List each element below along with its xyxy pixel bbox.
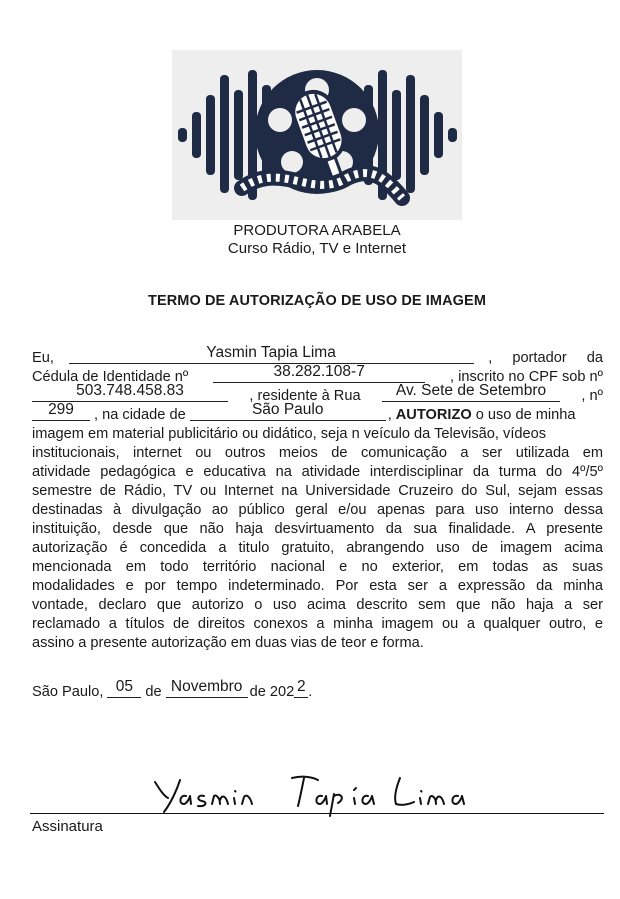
logo <box>172 50 462 220</box>
month-field[interactable] <box>166 678 248 698</box>
body-text: imagem em material publicitário ou didático, seja n veículo da Televisão, vídeos <box>32 426 547 442</box>
text-portador: , portador da <box>488 350 603 366</box>
year-field[interactable] <box>294 678 308 698</box>
text-autorizo: AUTORIZO <box>395 407 472 423</box>
body-line-3 <box>32 463 603 481</box>
text-cpf: , inscrito no CPF sob nº <box>450 369 603 385</box>
day-value: 05 <box>115 678 134 695</box>
date-de-1: de <box>145 684 162 700</box>
street-field[interactable] <box>382 382 560 402</box>
body-line-12 <box>32 634 603 652</box>
signature-line <box>30 813 604 814</box>
city-value: São Paulo <box>251 401 324 418</box>
org-subtitle: Curso Rádio, TV e Internet <box>227 240 407 257</box>
city-field[interactable] <box>190 401 386 421</box>
text-cidade: , na cidade de <box>94 407 186 423</box>
body-line-5 <box>32 501 603 519</box>
body-line-11 <box>32 615 603 633</box>
body-line-1 <box>32 425 603 443</box>
text-eu: Eu, <box>32 350 54 366</box>
body-line-10 <box>32 596 603 614</box>
body-text: instituição, desde que não haja desvirtuamento da sua finalidade. A presente <box>32 521 603 537</box>
body-line-8 <box>32 558 603 576</box>
date-line <box>32 678 603 701</box>
body-line-6 <box>32 520 603 538</box>
text-uso: o uso de minha <box>475 407 576 423</box>
body-text: autorização é concedida a titulo gratuito, abrangendo uso de imagem acima <box>32 540 603 556</box>
date-period: . <box>308 684 313 700</box>
body-text: reclamado a títulos de direitos conexos a minha imagem ou a qualquer outro, e <box>32 616 603 632</box>
month-value: Novembro <box>170 678 243 695</box>
name-field[interactable] <box>69 344 474 364</box>
text-cedula: Cédula de Identidade nº <box>32 369 189 385</box>
number-field[interactable] <box>32 401 90 421</box>
rg-value: 38.282.108-7 <box>273 363 365 380</box>
body-text: semestre de Rádio, TV ou Internet na Universidade Cruzeiro do Sul, sejam essas <box>32 483 603 499</box>
form-line-4: 299 , na cidade de São Paulo , AUTORIZO o uso de minha <box>32 406 603 424</box>
body-line-4 <box>32 482 603 500</box>
body-text: vontade, declaro que autorizo o uso acima descrito sem que não haja a ser <box>32 597 603 613</box>
day-field[interactable] <box>107 678 141 698</box>
body-line-7 <box>32 539 603 557</box>
body-text: mencionada em todo território nacional e no exterior, em todas as suas <box>32 559 603 575</box>
org-name: PRODUTORA ARABELA <box>233 222 401 239</box>
date-de-2: de 202 <box>249 684 295 700</box>
body-line-2 <box>32 444 603 462</box>
name-value: Yasmin Tapia Lima <box>206 344 336 361</box>
number-value: 299 <box>48 401 74 418</box>
text-residente: , residente à Rua <box>249 388 361 404</box>
body-line-9 <box>32 577 603 595</box>
rg-field[interactable] <box>213 363 425 383</box>
street-value: Av. Sete de Setembro <box>395 382 547 399</box>
date-city-label: São Paulo, <box>32 684 104 700</box>
cpf-value: 503.748.458.83 <box>76 382 184 399</box>
text-numero: , nº <box>581 388 603 404</box>
body-text: destinadas à divulgação ao público geral e/ou apenas para uso interno dessa <box>32 502 603 518</box>
year-value: 2 <box>296 678 306 695</box>
body-text: atividade pedagógica e educativa na atividade interdisciplinar da turma do 4º/5º <box>32 464 603 480</box>
document-title: TERMO DE AUTORIZAÇÃO DE USO DE IMAGEM <box>147 293 486 309</box>
cpf-field[interactable] <box>32 382 228 402</box>
body-text: institucionais, internet ou outros meios de comunicação a ser utilizada em <box>32 445 603 461</box>
body-text: assino a presente autorização em duas vias de teor e forma. <box>32 635 424 651</box>
body-text: modalidades e por tempo indeterminado. Por esta ser a expressão da minha <box>32 578 603 594</box>
signature-label: Assinatura <box>32 818 103 835</box>
microphone-logo-icon <box>172 50 462 220</box>
